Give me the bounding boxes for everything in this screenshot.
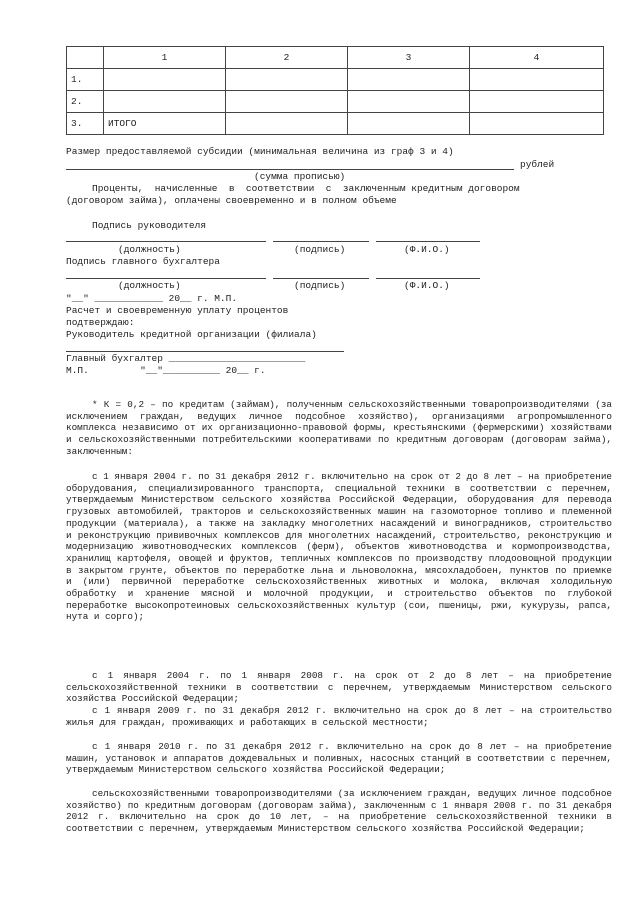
table-header-cell: 3 — [348, 47, 470, 69]
table-cell — [226, 91, 348, 113]
interest-statement-line2: (договором займа), оплачены своевременно и в полном объеме — [66, 195, 397, 206]
table-header-cell — [67, 47, 104, 69]
subsidy-table — [66, 46, 604, 135]
sum-in-words-caption: (сумма прописью) — [254, 171, 346, 182]
position-caption: (должность) — [118, 244, 181, 255]
subsidy-size-label: Размер предоставляемой субсидии (минимальная величина из граф 3 и 4) — [66, 146, 454, 157]
head-signature-label: Подпись руководителя — [92, 220, 207, 231]
table-cell — [104, 69, 226, 91]
chief-accountant-line: Главный бухгалтер ________________________ — [66, 353, 306, 364]
table-row — [67, 113, 604, 135]
signature-caption: (подпись) — [294, 280, 346, 291]
chief-accountant-signature-label: Подпись главного бухгалтера — [66, 256, 220, 267]
bank-head-signature-line — [66, 351, 344, 352]
footnote-paragraph: * К = 0,2 – по кредитам (займам), полученным сельскохозяйственными товаропроизводителями (за исключением граждан, ведущих личное подсобное хозяйство), организациями агропромышленного комплекса независимо от их организационно-правовой формы, крестьянскими (фермерскими) хозяйствами и сельскохозяйственными потребительскими кооперативами по кредитным договорам (договорам займа), заключенным: — [66, 399, 612, 457]
rubles-label: рублей — [520, 159, 555, 170]
fio-caption: (Ф.И.О.) — [404, 280, 450, 291]
table-cell: ИТОГО — [104, 113, 226, 135]
interest-statement-line1: Проценты, начисленные в соответствии с заключенным кредитным договором — [92, 183, 520, 194]
table-cell — [104, 91, 226, 113]
table-header-cell: 1 — [104, 47, 226, 69]
signature-caption: (подпись) — [294, 244, 346, 255]
signature-line — [376, 241, 480, 242]
subsidy-amount-line — [66, 169, 514, 170]
table-cell: 3. — [67, 113, 104, 135]
confirm-label: подтверждаю: — [66, 317, 135, 328]
signature-line — [273, 241, 369, 242]
table-cell — [470, 113, 604, 135]
table-header-cell: 2 — [226, 47, 348, 69]
table-cell — [470, 91, 604, 113]
table-cell — [226, 69, 348, 91]
table-header-cell: 4 — [470, 47, 604, 69]
footnote-paragraph: сельскохозяйственными товаропроизводителями (за исключением граждан, ведущих личное подсобное хозяйство) по кредитным договорам (договорам займа), заключенным с 1 января 2008 г. по 31 декабря 2012 г. включительно на срок до 10 лет, – на приобретение сельскохозяйственной техники в соответствии с перечнем, утверждаемым Министерством сельского хозяйства Российской Федерации; — [66, 788, 612, 835]
table-cell — [348, 113, 470, 135]
interest-calculation-label: Расчет и своевременную уплату процентов — [66, 305, 289, 316]
footnote-paragraph: с 1 января 2009 г. по 31 декабря 2012 г. включительно на срок до 8 лет – на строительство жилья для граждан, проживающих и работающих в сельской местности; — [66, 705, 612, 728]
table-cell — [348, 69, 470, 91]
footnote-paragraph: с 1 января 2010 г. по 31 декабря 2012 г. включительно на срок до 8 лет – на приобретение машин, установок и аппаратов дождевальных и поливных, насосных станций в соответствии с перечнем, утверждаемым Министерством сельского хозяйства Российской Федерации; — [66, 741, 612, 776]
table-cell — [348, 91, 470, 113]
seal-date-line: М.П. "__"__________ 20__ г. — [66, 365, 266, 376]
signature-line — [273, 278, 369, 279]
table-header-row — [67, 47, 604, 69]
table-cell — [226, 113, 348, 135]
table-cell: 2. — [67, 91, 104, 113]
footnote-paragraph: с 1 января 2004 г. по 1 января 2008 г. на срок от 2 до 8 лет – на приобретение сельскохозяйственной техники в соответствии с перечнем, утверждаемым Министерством сельского хозяйства Российской Федерации; — [66, 670, 612, 705]
table-row — [67, 69, 604, 91]
signature-line — [66, 278, 266, 279]
bank-head-label: Руководитель кредитной организации (филиала) — [66, 329, 317, 340]
fio-caption: (Ф.И.О.) — [404, 244, 450, 255]
signature-line — [376, 278, 480, 279]
signature-line — [66, 241, 266, 242]
position-caption: (должность) — [118, 280, 181, 291]
footnote-paragraph: с 1 января 2004 г. по 31 декабря 2012 г. включительно на срок от 2 до 8 лет – на приобретение оборудования, специализированного транспорта, специальной техники в соответствии с перечнем, утверждаемым Министерством сельского хозяйства Российской Федерации, оборудования для перевода грузовых автомобилей, тракторов и сельскохозяйственных машин на газомоторное топливо и племенной продукции (материала), а также на закладку многолетних насаждений и виноградников, строительство и реконструкцию прививочных комплексов для многолетних насаждений, строительство, реконструкцию и модернизацию животноводческих комплексов (ферм), объектов животноводства и кормопроизводства, хранилищ картофеля, овощей и фруктов, тепличных комплексов по производству плодоовощной продукции в закрытом грунте, объектов по переработке льна и льноволокна, мясохладобоен, пунктов по приемке и (или) первичной переработке сельскохозяйственных животных и молока, включая холодильную обработку и хранение мясной и молочной продукции, и строительство объектов по глубокой переработке высокопротеиновых сельскохозяйственных культур (сои, пшеницы, ржи, кукурузы, рапса, нута и сорго); — [66, 471, 612, 623]
date-seal-line: "__" ____________ 20__ г. М.П. — [66, 293, 238, 304]
table-cell: 1. — [67, 69, 104, 91]
table-row — [67, 91, 604, 113]
table-cell — [470, 69, 604, 91]
